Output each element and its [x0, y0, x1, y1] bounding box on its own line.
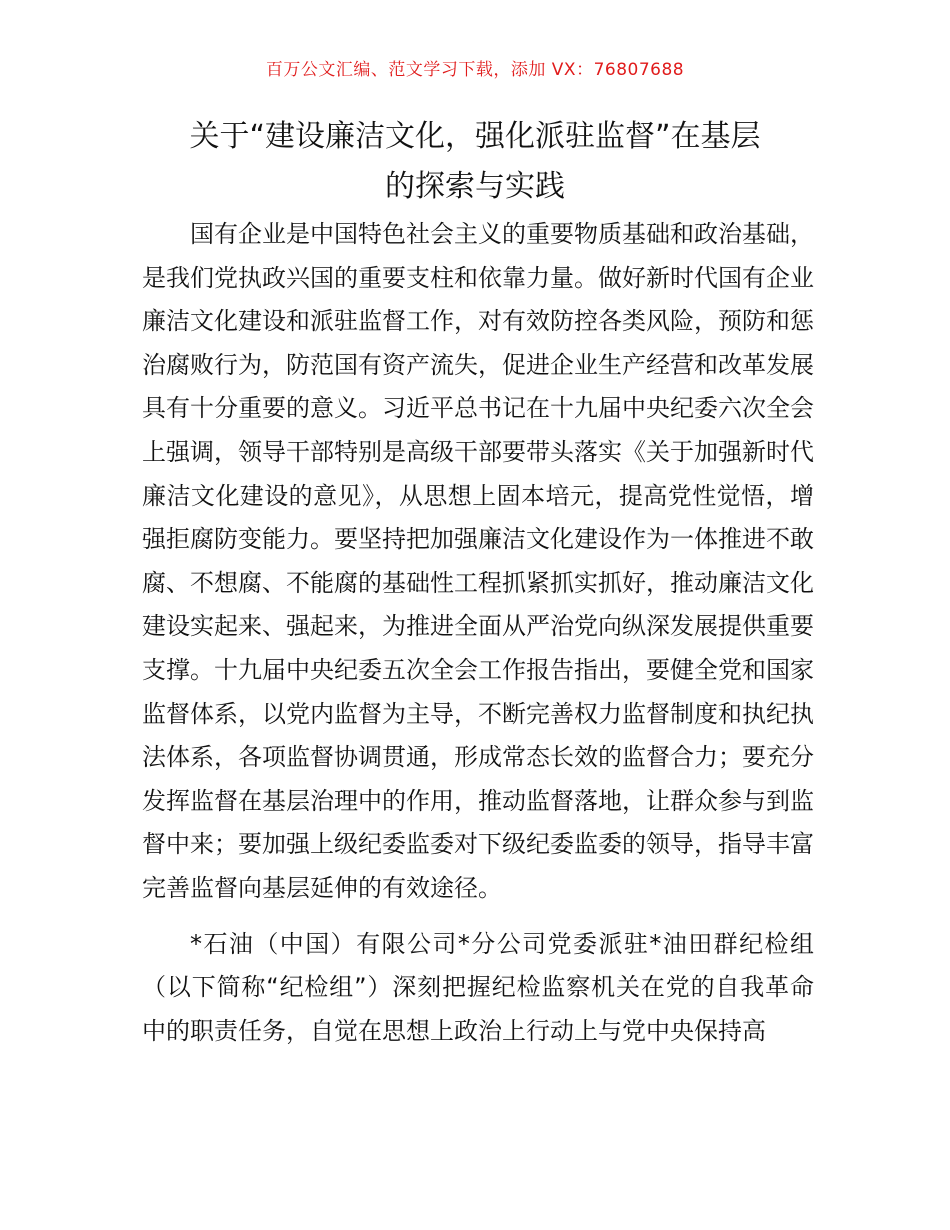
document-body — [142, 213, 814, 1053]
header-notice: 百万公文汇编、范文学习下载，添加 VX：76807688 — [265, 60, 685, 80]
document-title — [110, 112, 840, 212]
paragraph-2: *石油（中国）有限公司*分公司党委派驻*油田群纪检组（以下简称“纪检组”）深刻把握纪检监察机关在党的自我革命中的职责任务，自觉在思想上政治上行动上与党中央保持高 — [142, 929, 814, 1045]
title-line-1: 关于“建设廉洁文化，强化派驻监督”在基层 — [189, 119, 761, 154]
paragraph-1: 国有企业是中国特色社会主义的重要物质基础和政治基础，是我们党执政兴国的重要支柱和依靠力量。做好新时代国有企业廉洁文化建设和派驻监督工作，对有效防控各类风险，预防和惩治腐败行为，防范国有资产流失，促进企业生产经营和改革发展具有十分重要的意义。习近平总书记在十九届中央纪委六次全会上强调，领导干部特别是高级干部要带头落实《关于加强新时代廉洁文化建设的意见》，从思想上固本培元，提高党性觉悟，增强拒腐防变能力。要坚持把加强廉洁文化建设作为一体推进不敢腐、不想腐、不能腐的基础性工程抓紧抓实抓好，推动廉洁文化建设实起来、强起来，为推进全面从严治党向纵深发展提供重要支撑。十九届中央纪委五次全会工作报告指出，要健全党和国家监督体系，以党内监督为主导，不断完善权力监督制度和执纪执法体系，各项监督协调贯通，形成常态长效的监督合力；要充分发挥监督在基层治理中的作用，推动监督落地，让群众参与到监督中来；要加强上级纪委监委对下级纪委监委的领导，指导丰富完善监督向基层延伸的有效途径。 — [142, 220, 814, 902]
title-line-2: 的探索与实践 — [385, 169, 565, 204]
